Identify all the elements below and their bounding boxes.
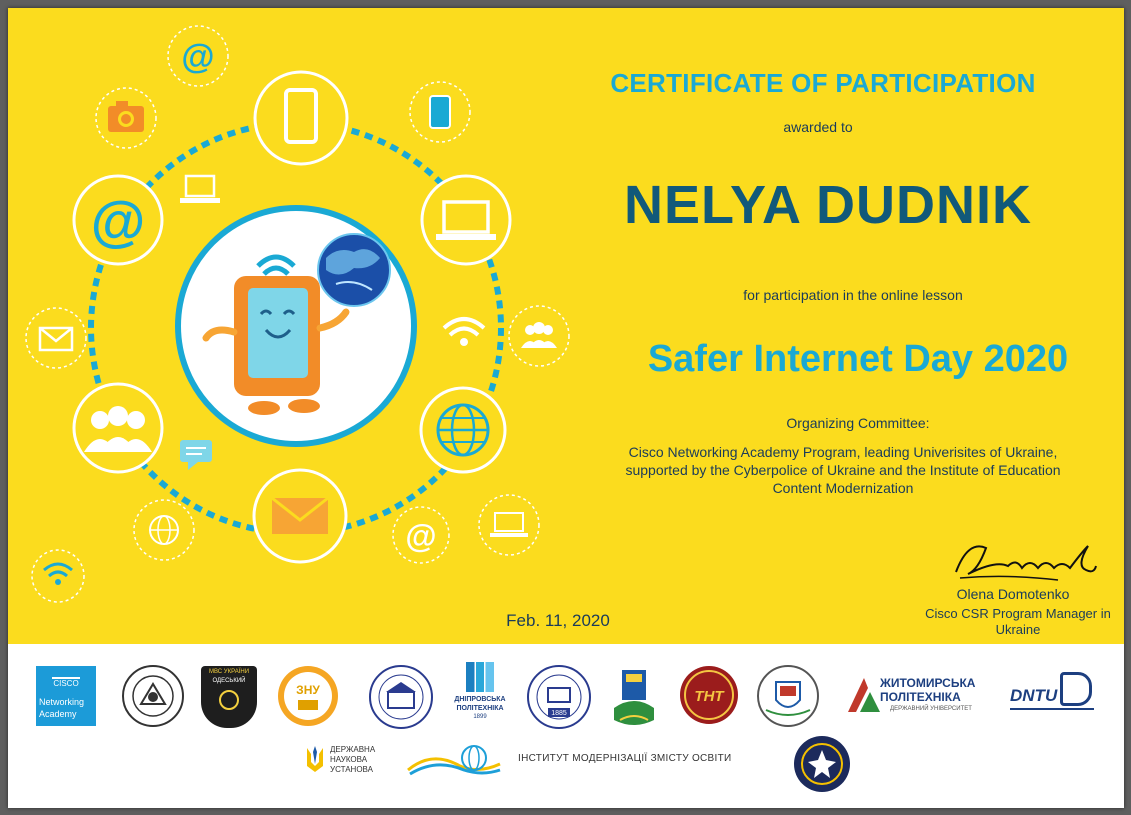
university-seal-1 xyxy=(121,664,185,728)
university-shield-seal xyxy=(756,664,820,728)
signer-role: Cisco CSR Program Manager in Ukraine xyxy=(925,606,1111,637)
certificate-banner xyxy=(8,8,1124,644)
cisco-line2: Academy xyxy=(39,709,77,719)
envelope-large-icon xyxy=(254,470,346,562)
globe-small-icon xyxy=(134,500,194,560)
svg-text:@: @ xyxy=(181,38,215,76)
at-sign-large-icon xyxy=(74,176,162,264)
laptop-ring-icon xyxy=(180,176,220,203)
dntu-label: DNTU xyxy=(1010,686,1058,705)
cisco-line1: Networking xyxy=(39,697,85,707)
tnt-logo xyxy=(678,664,740,726)
internet-safety-illustration xyxy=(8,8,588,644)
dntu-mark-icon xyxy=(1060,672,1092,706)
zhytomyr-mark-icon xyxy=(846,674,882,714)
globe-large-icon xyxy=(421,388,505,472)
zhytomyr-polytechnic-logo xyxy=(846,674,991,718)
mvs-city: ОДЕСЬКИЙ xyxy=(212,678,246,684)
institute-name: ІНСТИТУТ МОДЕРНІЗАЦІЇ ЗМІСТУ ОСВІТИ xyxy=(518,753,732,764)
mvs-label: МВС УКРАЇНИ xyxy=(208,669,250,675)
signer-name: Olena Domotenko xyxy=(956,586,1070,602)
partner-logos xyxy=(8,644,1124,808)
recipient-name: NELYA DUDNIK xyxy=(623,175,1033,235)
event-name: Safer Internet Day 2020 xyxy=(647,338,1069,380)
email-small-icon xyxy=(26,308,86,368)
ukraine-trident-icon xyxy=(304,744,326,776)
svg-text:@: @ xyxy=(405,518,437,554)
awarded-to-label: awarded to xyxy=(783,119,853,135)
wifi-large-icon xyxy=(444,319,484,346)
znu-label: ЗНУ xyxy=(296,683,320,697)
zhytomyr-line2: ПОЛІТЕХНІКА xyxy=(880,690,961,704)
state-institution-line3: УСТАНОВА xyxy=(330,765,373,774)
cyberpolice-emblem xyxy=(792,734,852,794)
mvs-odesa-shield-logo xyxy=(201,666,257,728)
dnipro-line2: ПОЛІТЕХНІКА xyxy=(456,705,504,712)
at-sign-bottom-icon xyxy=(393,507,449,563)
tnt-label: ТНТ xyxy=(694,688,724,705)
lviv-polytechnic-logo xyxy=(368,664,434,730)
organizing-committee-title: Organizing Committee: xyxy=(786,415,930,431)
university-crest-logo xyxy=(604,664,664,730)
mobile-phone-icon xyxy=(255,72,347,164)
state-institution-line2: НАУКОВА xyxy=(330,755,368,764)
wifi-small-icon xyxy=(32,550,84,602)
institute-wave-globe-icon xyxy=(406,744,502,778)
users-large-icon xyxy=(74,384,162,472)
at-sign-small-icon xyxy=(168,26,228,86)
chat-icon xyxy=(180,440,212,470)
dnipro-polytechnic-logo xyxy=(448,662,512,730)
signature xyxy=(948,530,1098,588)
certificate-date: Feb. 11, 2020 xyxy=(506,611,610,630)
dnipro-year: 1899 xyxy=(473,714,487,720)
camera-icon xyxy=(96,88,156,148)
phone-small-icon xyxy=(410,82,470,142)
participation-label: for participation in the online lesson xyxy=(743,287,963,303)
cisco-networking-academy-logo xyxy=(36,666,96,726)
zhytomyr-line3: ДЕРЖАВНИЙ УНІВЕРСИТЕТ xyxy=(890,706,972,712)
dntu-underline xyxy=(1010,708,1094,710)
users-small-icon xyxy=(509,306,569,366)
dnipro-line1: ДНІПРОВСЬКА xyxy=(454,696,506,703)
certificate-title: CERTIFICATE OF PARTICIPATION xyxy=(610,68,1036,98)
certificate-page xyxy=(8,8,1124,808)
university-1885-seal xyxy=(526,664,592,730)
dnipro-bars-icon xyxy=(466,662,494,692)
laptop-large-icon xyxy=(422,176,510,264)
organizing-committee-text: Cisco Networking Academy Program, leading Univerisites of Ukraine, supported by the Cyberpolice of Ukraine and the Institute of Education Content Modernization xyxy=(625,444,1061,496)
zhytomyr-line1: ЖИТОМИРСЬКА xyxy=(880,676,976,690)
svg-text:@: @ xyxy=(90,189,146,252)
seal-year-text: 1885 xyxy=(551,710,567,717)
dntu-logo xyxy=(1006,668,1106,718)
cisco-bars-icon xyxy=(52,671,80,679)
znu-logo xyxy=(276,664,340,728)
cisco-brand-text: CISCO xyxy=(53,679,79,688)
laptop-small-icon xyxy=(479,495,539,555)
mvs-emblem-icon xyxy=(219,690,239,710)
tablet-mascot xyxy=(178,208,414,444)
state-institution-line1: ДЕРЖАВНА xyxy=(330,745,376,754)
